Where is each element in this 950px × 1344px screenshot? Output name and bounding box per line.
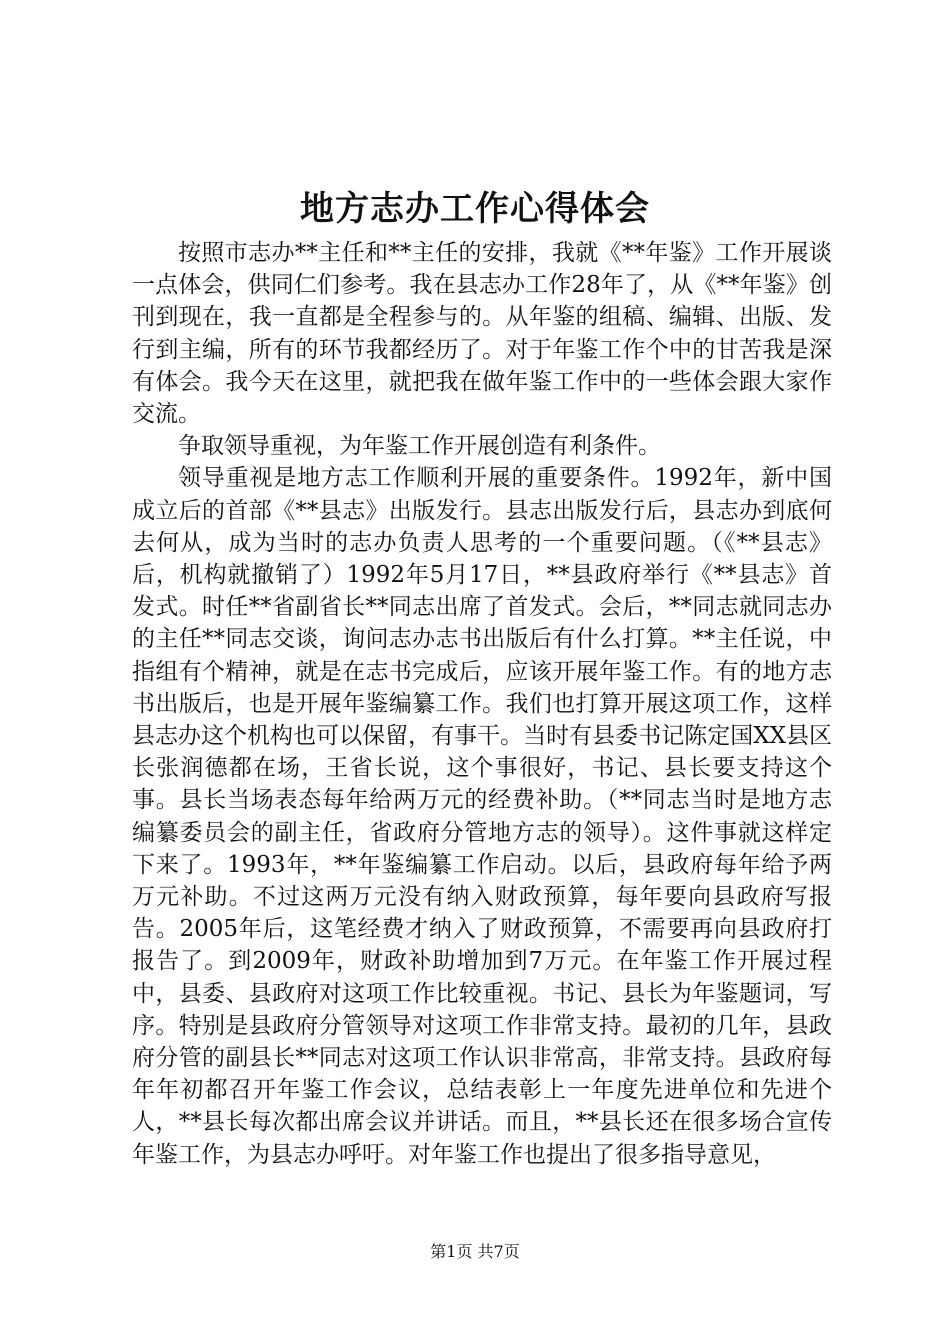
document-body bbox=[132, 237, 832, 1171]
page-number-footer: 第1页 共7页 bbox=[430, 1242, 520, 1261]
paragraph-leadership: 领导重视是地方志工作顺利开展的重要条件。1992年，新中国成立后的首部《**县志》出版发行。县志出版发行后，县志办到底何去何从，成为当时的志办负责人思考的一个重要问题。（《**县志》后，机构就撤销了）1992年5月17日，**县政府举行《**县志》首发式。时任**省副省长**同志出席了首发式。会后，**同志就同志办的主任**同志交谈，询问志办志书出版后有什么打算。**主任说，中指组有个精神，就是在志书完成后，应该开展年鉴工作。有的地方志书出版后，也是开展年鉴编纂工作。我们也打算开展这项工作，这样县志办这个机构也可以保留，有事干。当时有县委书记陈定国XX县区长张润德都在场，王省长说，这个事很好，书记、县长要支持这个事。县长当场表态每年给两万元的经费补助。（**同志当时是地方志编纂委员会的副主任，省政府分管地方志的领导）。这件事就这样定下来了。1993年，**年鉴编纂工作启动。以后，县政府每年给予两万元补助。不过这两万元没有纳入财政预算，每年要向县政府写报告。2005年后，这笔经费才纳入了财政预算，不需要再向县政府打报告了。到2009年，财政补助增加到7万元。在年鉴工作开展过程中，县委、县政府对这项工作比较重视。书记、县长为年鉴题词，写序。特别是县政府分管领导对这项工作非常支持。最初的几年，县政府分管的副县长**同志对这项工作认识非常高，非常支持。县政府每年年初都召开年鉴工作会议，总结表彰上一年度先进单位和先进个人，**县长每次都出席会议并讲话。而且，**县长还在很多场合宣传年鉴工作，为县志办呼吁。对年鉴工作也提出了很多指导意见， bbox=[132, 465, 832, 1168]
paragraph-section-heading: 争取领导重视，为年鉴工作开展创造有利条件。 bbox=[178, 433, 661, 460]
document-title: 地方志办工作心得体会 bbox=[300, 189, 650, 229]
paragraph-intro: 按照市志办**主任和**主任的安排，我就《**年鉴》工作开展谈一点体会，供同仁们参考。我在县志办工作28年了，从《**年鉴》创刊到现在，我一直都是全程参与的。从年鉴的组稿、编辑、出版、发行到主编，所有的环节我都经历了。对于年鉴工作个中的甘苦我是深有体会。我今天在这里，就把我在做年鉴工作中的一些体会跟大家作交流。 bbox=[132, 240, 832, 428]
